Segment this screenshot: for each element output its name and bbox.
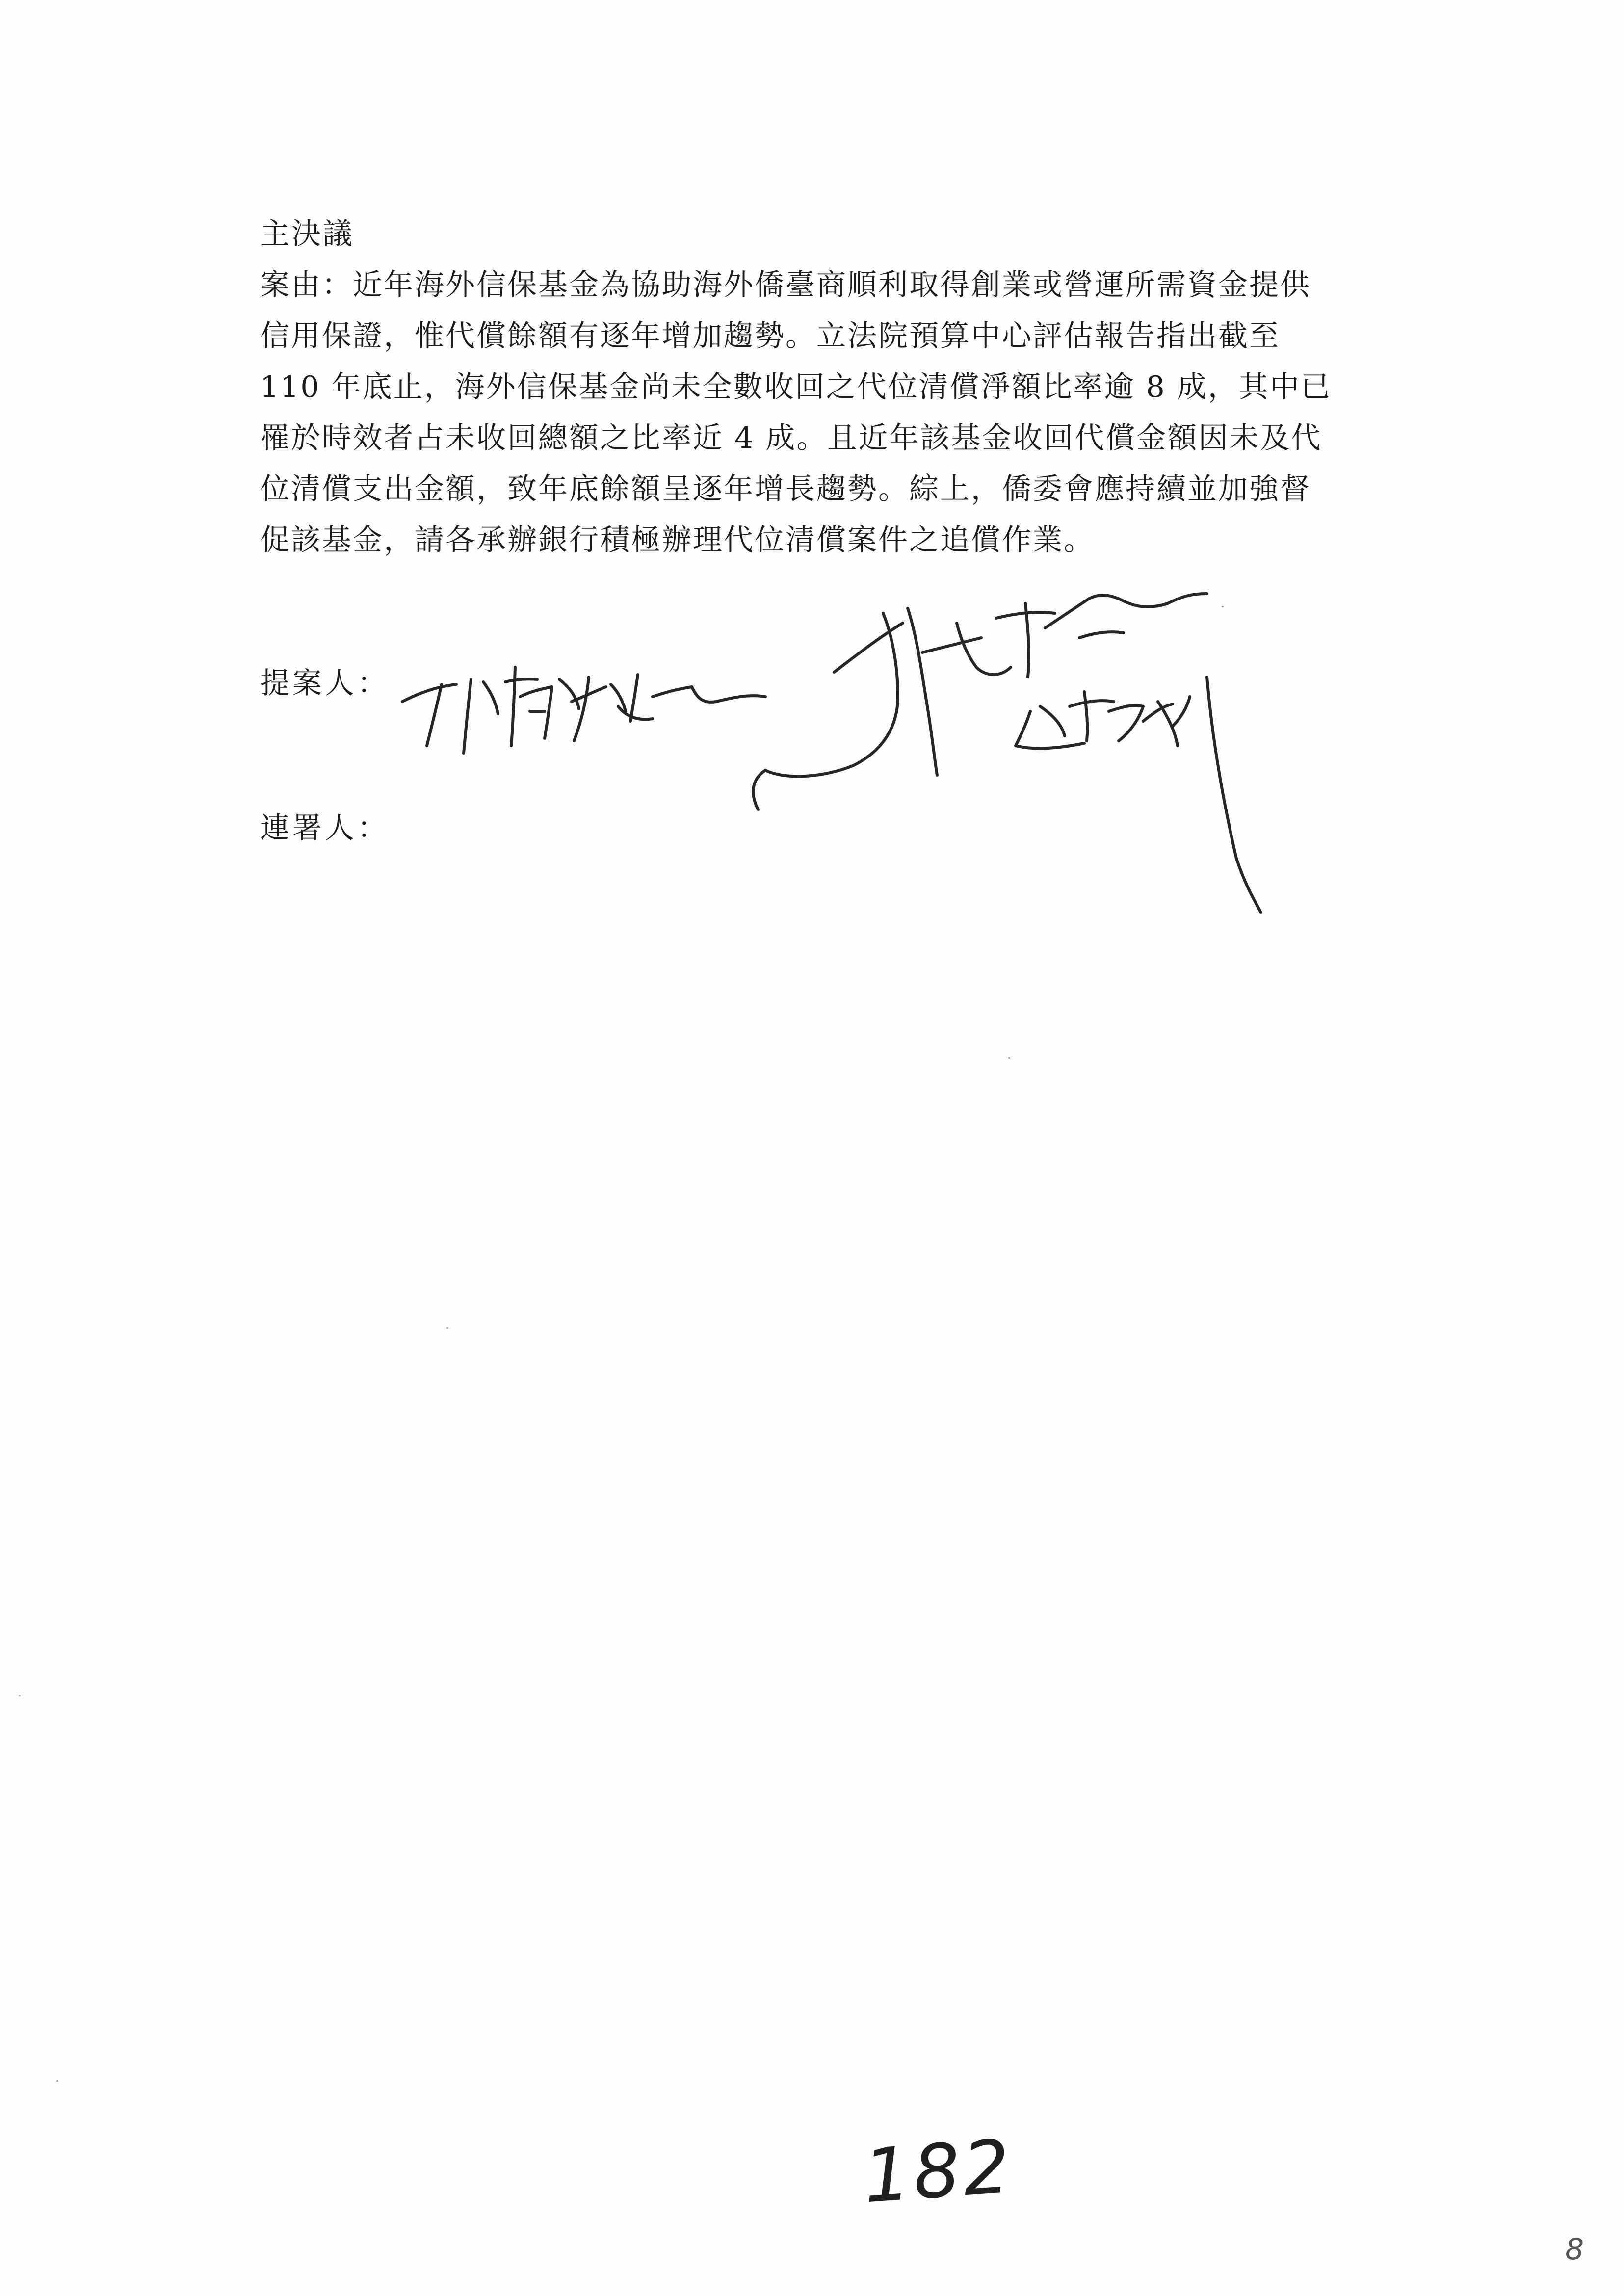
corner-mark: 8 (1565, 2232, 1584, 2267)
body-line: 案由：近年海外信保基金為協助海外僑臺商順利取得創業或營運所需資金提供 (260, 268, 1311, 302)
body-line: 信用保證，惟代償餘額有逐年增加趨勢。立法院預算中心評估報告指出截至 (260, 319, 1280, 353)
scan-speck (19, 1695, 21, 1696)
signature-third (1016, 692, 1190, 748)
signature-second (753, 594, 1261, 913)
scan-speck (1222, 606, 1224, 607)
resolution-heading: 主決議 (260, 217, 354, 251)
scan-speck (446, 1327, 448, 1329)
scan-speck (56, 2080, 58, 2082)
proposer-label: 提案人： (260, 666, 390, 701)
body-line: 110 年底止，海外信保基金尚未全數收回之代位清償淨額比率逾 8 成，其中已 (260, 370, 1332, 404)
body-line: 罹於時效者占未收回總額之比率近 4 成。且近年該基金收回代償金額因未及代 (260, 421, 1322, 455)
signature-first (402, 667, 765, 753)
body-line: 促該基金，請各承辦銀行積極辦理代位清償案件之追償作業。 (260, 523, 1095, 557)
scan-speck (1008, 1057, 1010, 1059)
resolution-text (260, 209, 1398, 566)
body-line: 位清償支出金額，致年底餘額呈逐年增長趨勢。綜上，僑委會應持續並加強督 (260, 472, 1311, 506)
cosigner-label: 連署人： (260, 811, 390, 845)
handwritten-page-number: 182 (861, 2124, 1016, 2220)
